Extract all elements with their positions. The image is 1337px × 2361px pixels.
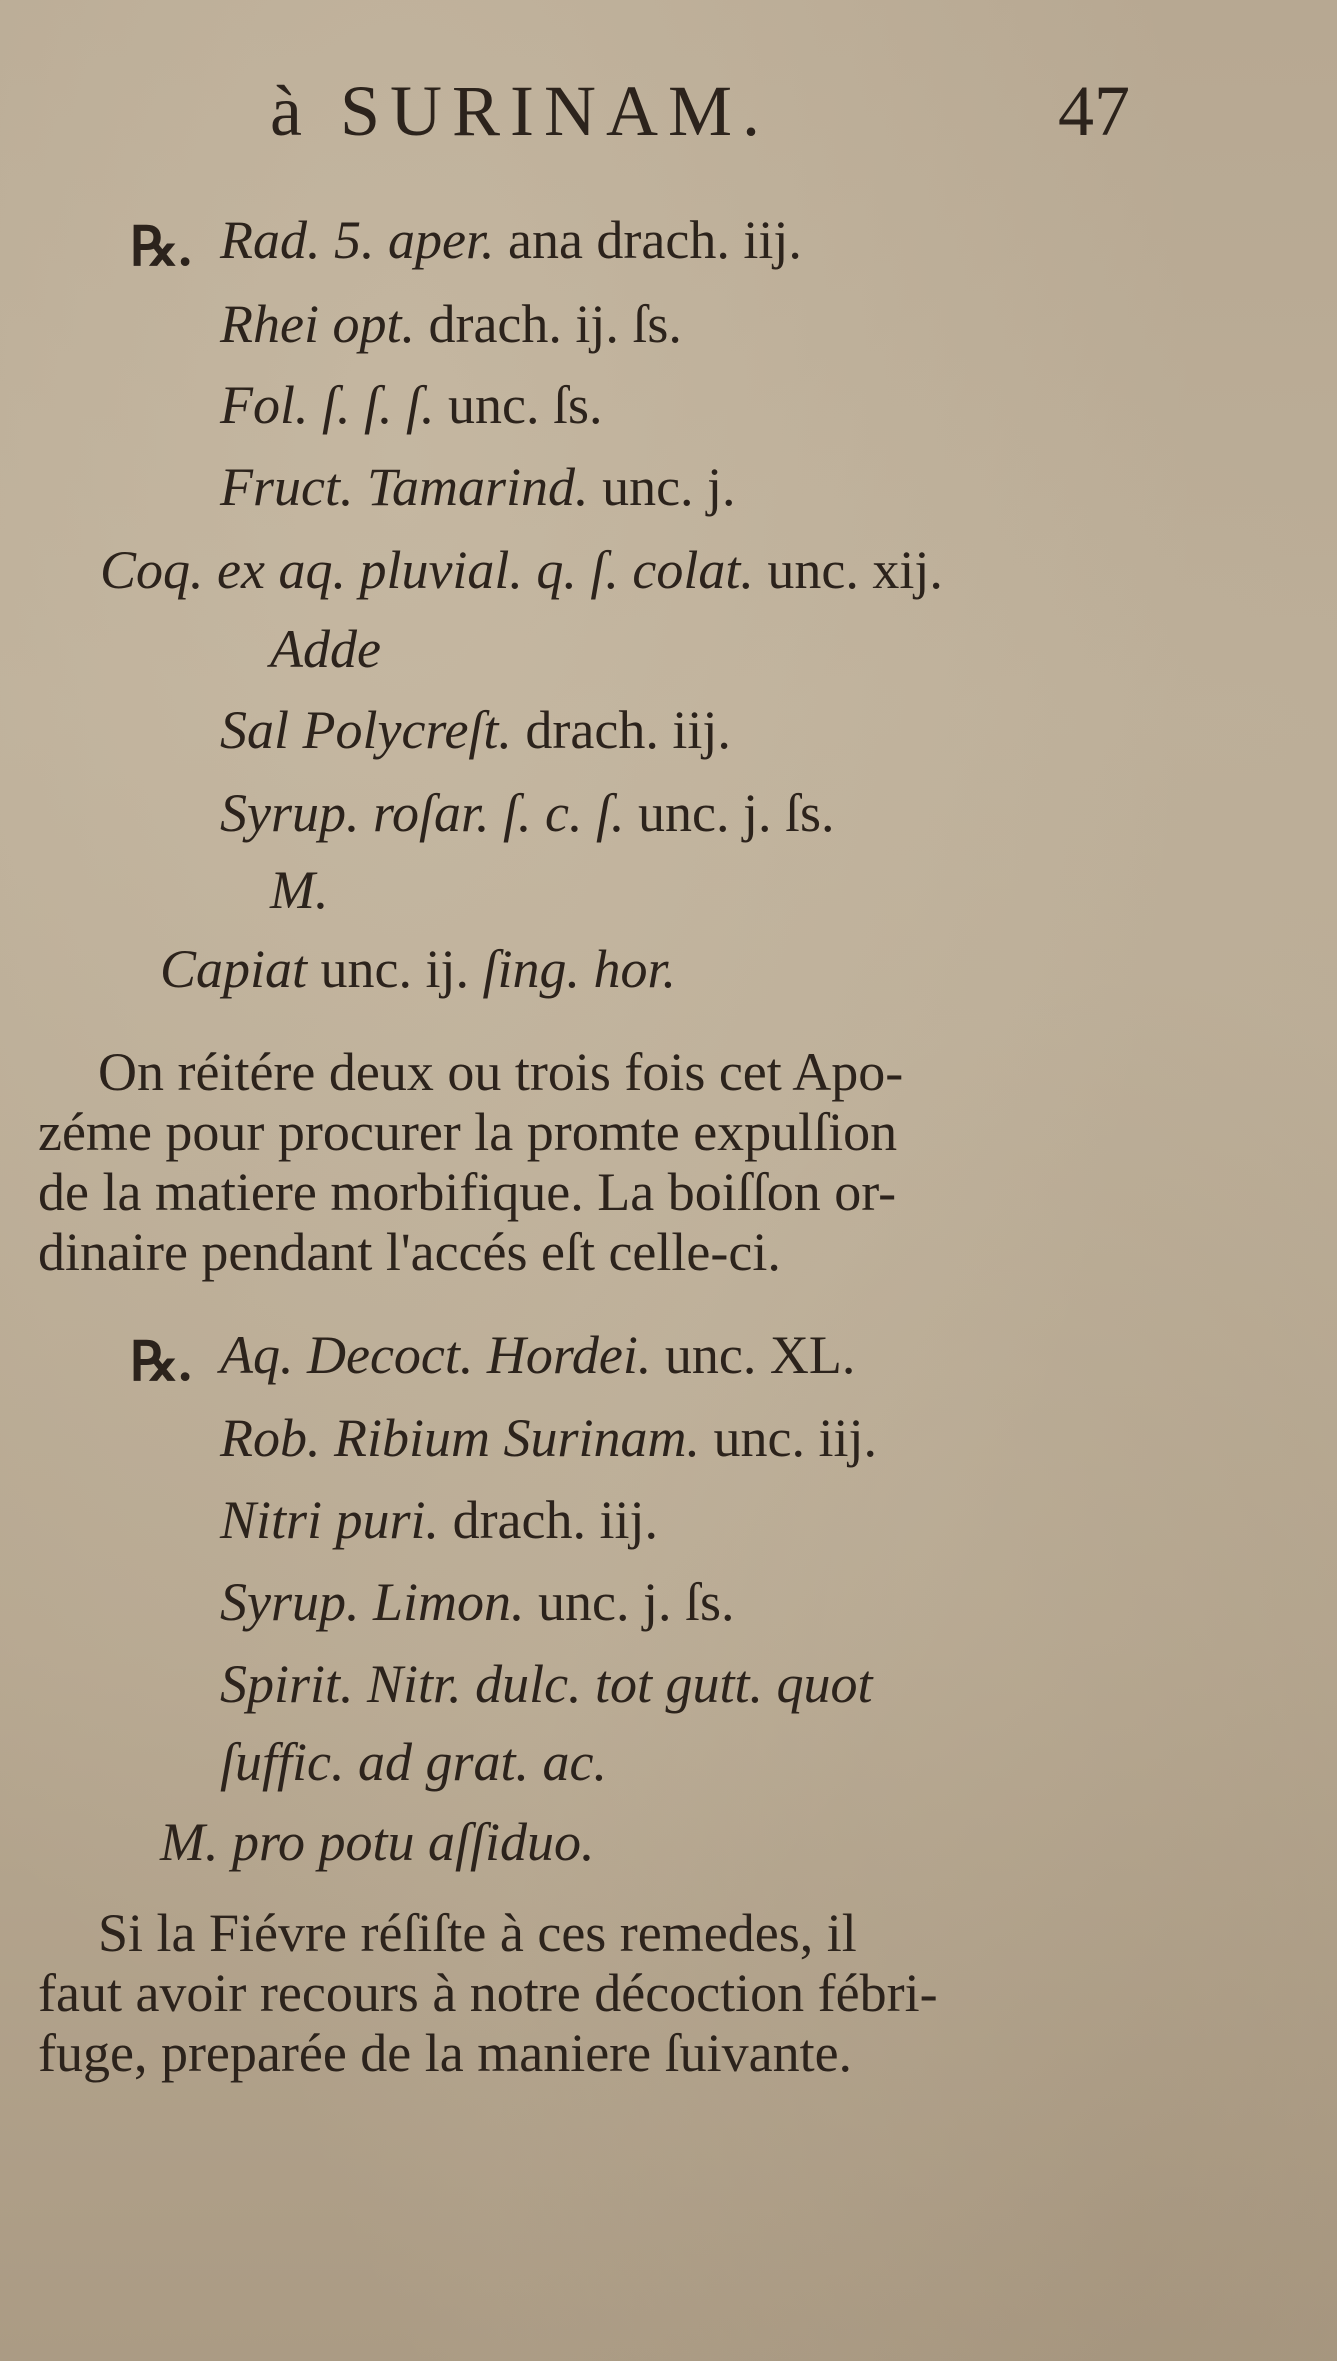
paragraph-line: fuge, preparée de la maniere ſuivante. <box>38 2023 853 2083</box>
recipe-line: Rad. 5. aper. ana drach. iij. <box>220 210 802 270</box>
paragraph <box>38 1903 1158 2083</box>
paragraph-line: On réitére deux ou trois fois cet Apo- <box>98 1042 904 1102</box>
recipe-line: Adde <box>270 619 381 679</box>
paragraph-line: Si la Fiévre réſiſte à ces remedes, il <box>98 1903 857 1963</box>
recipe-line: Nitri puri. drach. iij. <box>220 1490 658 1550</box>
recipe-line: M. <box>270 860 329 920</box>
paragraph-line: faut avoir recours à notre décoction fébri- <box>38 1963 938 2023</box>
page-header <box>270 70 1130 160</box>
recipe-line: Fol. ſ. ſ. ſ. unc. ſs. <box>220 375 603 435</box>
recipe-line: Rob. Ribium Surinam. unc. iij. <box>220 1408 877 1468</box>
page-number: 47 <box>1058 71 1130 151</box>
recipe-line: Syrup. roſar. ſ. c. ſ. unc. j. ſs. <box>220 783 835 843</box>
recipe-line: M. pro potu aſſiduo. <box>160 1812 595 1872</box>
recipe-line: Coq. ex aq. pluvial. q. ſ. colat. unc. xij. <box>100 540 943 600</box>
recipe-line: Fruct. Tamarind. unc. j. <box>220 457 736 517</box>
recipe-line: Aq. Decoct. Hordei. unc. XL. <box>220 1325 856 1385</box>
recipe-line: Sal Polycreſt. drach. iij. <box>220 700 731 760</box>
paragraph-line: dinaire pendant l'accés eſt celle-ci. <box>38 1222 781 1282</box>
recipe-symbol: ℞. <box>130 217 192 277</box>
recipe-line: Spirit. Nitr. dulc. tot gutt. quot <box>220 1654 873 1714</box>
paragraph-line: de la matiere morbifique. La boiſſon or- <box>38 1162 897 1222</box>
recipe-line: ſuffic. ad grat. ac. <box>220 1732 607 1792</box>
paragraph-line: zéme pour procurer la promte expulſion <box>38 1102 898 1162</box>
recipe-line: Capiat unc. ij. ſing. hor. <box>160 939 677 999</box>
recipe-line: Rhei opt. drach. ij. ſs. <box>220 294 682 354</box>
running-title: à SURINAM. <box>270 71 771 151</box>
recipe-symbol: ℞. <box>130 1332 192 1392</box>
recipe-line: Syrup. Limon. unc. j. ſs. <box>220 1572 735 1632</box>
paragraph <box>38 1042 1158 1282</box>
